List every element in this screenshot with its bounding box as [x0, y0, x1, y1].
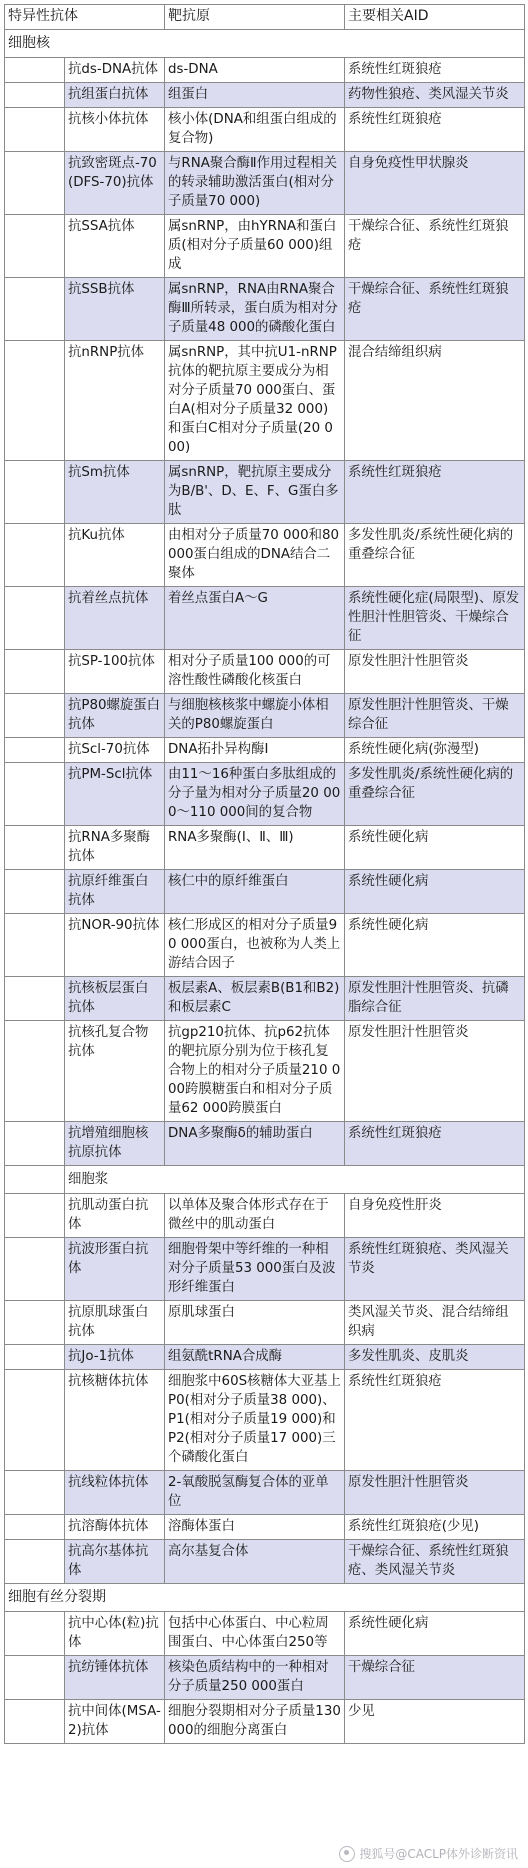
indent-cell	[5, 524, 65, 587]
antigen-cell: 由11～16种蛋白多肽组成的分子量为相对分子质量20 000～110 000间的复合物	[165, 763, 345, 826]
antigen-cell: 包括中心体蛋白、中心粒周围蛋白、中心体蛋白250等	[165, 1612, 345, 1656]
antibody-cell: 抗增殖细胞核抗原抗体	[65, 1122, 165, 1166]
table-row	[5, 1515, 525, 1540]
antibody-cell: 抗中心体(粒)抗体	[65, 1612, 165, 1656]
antibody-cell: 抗Ku抗体	[65, 524, 165, 587]
sohu-logo-icon	[339, 1846, 355, 1862]
antigen-cell: 核仁中的原纤维蛋白	[165, 870, 345, 914]
antibody-cell: 抗P80螺旋蛋白抗体	[65, 694, 165, 738]
aid-cell: 原发性胆汁性胆管炎、抗磷脂综合征	[345, 977, 525, 1021]
indent-cell	[5, 1345, 65, 1370]
indent-cell	[5, 1122, 65, 1166]
antigen-cell: 原肌球蛋白	[165, 1301, 345, 1345]
antibody-cell: 抗肌动蛋白抗体	[65, 1194, 165, 1238]
indent-cell	[5, 763, 65, 826]
indent-cell	[5, 1238, 65, 1301]
indent-cell	[5, 1021, 65, 1122]
antibody-cell: 抗SP-100抗体	[65, 650, 165, 694]
indent-cell	[5, 826, 65, 870]
antigen-cell: 细胞骨架中等纤维的一种相对分子质量53 000蛋白及波形纤维蛋白	[165, 1238, 345, 1301]
indent-cell	[5, 1370, 65, 1471]
antibody-cell: 抗着丝点抗体	[65, 587, 165, 650]
indent-cell	[5, 977, 65, 1021]
indent-cell	[5, 870, 65, 914]
section-label-cytoplasm: 细胞浆	[65, 1166, 525, 1194]
antigen-cell: 由相对分子质量70 000和80 000蛋白组成的DNA结合二聚体	[165, 524, 345, 587]
table-row	[5, 1370, 525, 1471]
indent-cell	[5, 1515, 65, 1540]
indent-cell	[5, 650, 65, 694]
antibody-cell: 抗纺锤体抗体	[65, 1656, 165, 1700]
table-row	[5, 977, 525, 1021]
antigen-cell: 核小体(DNA和组蛋白组成的复合物)	[165, 108, 345, 152]
aid-cell: 干燥综合征、系统性红斑狼疮、类风湿关节炎	[345, 1540, 525, 1584]
table-row	[5, 461, 525, 524]
section-label-nucleus: 细胞核	[5, 30, 525, 58]
antigen-cell: 细胞分裂期相对分子质量130 000的细胞分离蛋白	[165, 1700, 345, 1744]
table-row	[5, 1194, 525, 1238]
antibody-cell: 抗线粒体抗体	[65, 1471, 165, 1515]
antibody-cell: 抗ds-DNA抗体	[65, 58, 165, 83]
antibody-cell: 抗致密斑点-70(DFS-70)抗体	[65, 152, 165, 215]
table-row	[5, 826, 525, 870]
antigen-cell: 与细胞核核浆中螺旋小体相关的P80螺旋蛋白	[165, 694, 345, 738]
antibody-cell: 抗原肌球蛋白抗体	[65, 1301, 165, 1345]
antibody-cell: 抗溶酶体抗体	[65, 1515, 165, 1540]
table-row	[5, 524, 525, 587]
section-row-nucleus	[5, 30, 525, 58]
table-row	[5, 1656, 525, 1700]
antibody-cell: 抗Scl-70抗体	[65, 738, 165, 763]
aid-cell: 系统性红斑狼疮	[345, 58, 525, 83]
antigen-cell: 组氨酰tRNA合成酶	[165, 1345, 345, 1370]
aid-cell: 原发性胆汁性胆管炎、干燥综合征	[345, 694, 525, 738]
section-row-mitosis	[5, 1584, 525, 1612]
antigen-cell: 相对分子质量100 000的可溶性酸性磷酸化核蛋白	[165, 650, 345, 694]
table-row	[5, 694, 525, 738]
table-row	[5, 738, 525, 763]
indent-cell	[5, 1656, 65, 1700]
aid-cell: 系统性红斑狼疮、类风湿关节炎	[345, 1238, 525, 1301]
antigen-cell: 抗gp210抗体、抗p62抗体的靶抗原分别为位于核孔复合物上的相对分子质量210 000跨膜糖蛋白和相对分子质量62 000跨膜蛋白	[165, 1021, 345, 1122]
antibody-cell: 抗NOR-90抗体	[65, 914, 165, 977]
table-row	[5, 587, 525, 650]
aid-cell: 混合结缔组织病	[345, 341, 525, 461]
antibody-cell: 抗nRNP抗体	[65, 341, 165, 461]
antibody-cell: 抗波形蛋白抗体	[65, 1238, 165, 1301]
indent-cell	[5, 1301, 65, 1345]
antibody-table	[4, 4, 525, 1744]
table-row	[5, 1540, 525, 1584]
indent-cell	[5, 1194, 65, 1238]
indent-cell	[5, 1540, 65, 1584]
aid-cell: 系统性红斑狼疮(少见)	[345, 1515, 525, 1540]
antigen-cell: ds-DNA	[165, 58, 345, 83]
antibody-cell: 抗SSA抗体	[65, 215, 165, 278]
indent-cell	[5, 152, 65, 215]
antigen-cell: 以单体及聚合体形式存在于微丝中的肌动蛋白	[165, 1194, 345, 1238]
table-row	[5, 650, 525, 694]
aid-cell: 系统性硬化病	[345, 870, 525, 914]
antibody-cell: 抗Jo-1抗体	[65, 1345, 165, 1370]
antibody-cell: 抗PM-Scl抗体	[65, 763, 165, 826]
antigen-cell: 属snRNP，靶抗原主要成分为B/B'、D、E、F、G蛋白多肽	[165, 461, 345, 524]
antigen-cell: 板层素A、板层素B(B1和B2)和板层素C	[165, 977, 345, 1021]
table-row	[5, 1700, 525, 1744]
table-header-row	[5, 5, 525, 30]
header-antibody: 特异性抗体	[5, 5, 165, 30]
indent-cell	[5, 1471, 65, 1515]
aid-cell: 原发性胆汁性胆管炎	[345, 650, 525, 694]
indent-cell	[5, 1166, 65, 1194]
aid-cell: 系统性硬化病	[345, 1612, 525, 1656]
aid-cell: 类风湿关节炎、混合结缔组织病	[345, 1301, 525, 1345]
antibody-cell: 抗核小体抗体	[65, 108, 165, 152]
antibody-cell: 抗Sm抗体	[65, 461, 165, 524]
table-row	[5, 108, 525, 152]
aid-cell: 系统性硬化病	[345, 826, 525, 870]
table-row	[5, 83, 525, 108]
aid-cell: 药物性狼疮、类风湿关节炎	[345, 83, 525, 108]
table-row	[5, 152, 525, 215]
indent-cell	[5, 694, 65, 738]
antibody-cell: 抗RNA多聚酶抗体	[65, 826, 165, 870]
aid-cell: 少见	[345, 1700, 525, 1744]
indent-cell	[5, 58, 65, 83]
table-row	[5, 58, 525, 83]
section-label-mitosis: 细胞有丝分裂期	[5, 1584, 525, 1612]
antigen-cell: 属snRNP，RNA由RNA聚合酶Ⅲ所转录，蛋白质为相对分子质量48 000的磷酸化蛋白	[165, 278, 345, 341]
aid-cell: 系统性红斑狼疮	[345, 108, 525, 152]
aid-cell: 多发性肌炎、皮肌炎	[345, 1345, 525, 1370]
aid-cell: 原发性胆汁性胆管炎	[345, 1471, 525, 1515]
antibody-cell: 抗核板层蛋白抗体	[65, 977, 165, 1021]
aid-cell: 干燥综合征、系统性红斑狼疮	[345, 215, 525, 278]
aid-cell: 原发性胆汁性胆管炎	[345, 1021, 525, 1122]
antibody-cell: 抗原纤维蛋白抗体	[65, 870, 165, 914]
antigen-cell: 组蛋白	[165, 83, 345, 108]
table-row	[5, 1021, 525, 1122]
antibody-cell: 抗组蛋白抗体	[65, 83, 165, 108]
antigen-cell: 属snRNP，由hYRNA和蛋白质(相对分子质量60 000)组成	[165, 215, 345, 278]
antibody-cell: 抗核孔复合物抗体	[65, 1021, 165, 1122]
antigen-cell: 高尔基复合体	[165, 1540, 345, 1584]
table-row	[5, 341, 525, 461]
antigen-cell: 2-氧酸脱氢酶复合体的亚单位	[165, 1471, 345, 1515]
antibody-cell: 抗SSB抗体	[65, 278, 165, 341]
table-row	[5, 763, 525, 826]
header-aid: 主要相关AID	[345, 5, 525, 30]
aid-cell: 系统性红斑狼疮	[345, 1370, 525, 1471]
aid-cell: 自身免疫性肝炎	[345, 1194, 525, 1238]
antigen-cell: 与RNA聚合酶Ⅱ作用过程相关的转录辅助激活蛋白(相对分子质量70 000)	[165, 152, 345, 215]
watermark	[339, 1845, 518, 1862]
aid-cell: 系统性硬化症(局限型)、原发性胆汁性胆管炎、干燥综合征	[345, 587, 525, 650]
table-row	[5, 1612, 525, 1656]
indent-cell	[5, 215, 65, 278]
aid-cell: 干燥综合征、系统性红斑狼疮	[345, 278, 525, 341]
antigen-cell: 细胞浆中60S核糖体大亚基上P0(相对分子质量38 000)、P1(相对分子质量19 000)和P2(相对分子质量17 000)三个磷酸化蛋白	[165, 1370, 345, 1471]
antibody-cell: 抗核糖体抗体	[65, 1370, 165, 1471]
indent-cell	[5, 587, 65, 650]
antigen-cell: 溶酶体蛋白	[165, 1515, 345, 1540]
indent-cell	[5, 108, 65, 152]
table-row	[5, 870, 525, 914]
header-antigen: 靶抗原	[165, 5, 345, 30]
table-row	[5, 914, 525, 977]
aid-cell: 干燥综合征	[345, 1656, 525, 1700]
aid-cell: 系统性硬化病	[345, 914, 525, 977]
antigen-cell: 核染色质结构中的一种相对分子质量250 000蛋白	[165, 1656, 345, 1700]
watermark-text: 搜狐号@CACLP体外诊断资讯	[359, 1847, 518, 1861]
indent-cell	[5, 914, 65, 977]
table-row	[5, 1122, 525, 1166]
antibody-cell: 抗高尔基体抗体	[65, 1540, 165, 1584]
indent-cell	[5, 83, 65, 108]
aid-cell: 自身免疫性甲状腺炎	[345, 152, 525, 215]
indent-cell	[5, 341, 65, 461]
aid-cell: 系统性硬化病(弥漫型)	[345, 738, 525, 763]
aid-cell: 多发性肌炎/系统性硬化病的重叠综合征	[345, 524, 525, 587]
antibody-cell: 抗中间体(MSA-2)抗体	[65, 1700, 165, 1744]
table-row	[5, 215, 525, 278]
table-row	[5, 1301, 525, 1345]
indent-cell	[5, 738, 65, 763]
aid-cell: 系统性红斑狼疮	[345, 1122, 525, 1166]
table-row	[5, 1471, 525, 1515]
table-row	[5, 278, 525, 341]
aid-cell: 系统性红斑狼疮	[345, 461, 525, 524]
antigen-cell: 着丝点蛋白A～G	[165, 587, 345, 650]
antigen-cell: DNA拓扑异构酶Ⅰ	[165, 738, 345, 763]
indent-cell	[5, 278, 65, 341]
table-row	[5, 1345, 525, 1370]
antigen-cell: RNA多聚酶(Ⅰ、Ⅱ、Ⅲ)	[165, 826, 345, 870]
indent-cell	[5, 461, 65, 524]
indent-cell	[5, 1700, 65, 1744]
table-row	[5, 1238, 525, 1301]
antigen-cell: 核仁形成区的相对分子质量90 000蛋白，也被称为人类上游结合因子	[165, 914, 345, 977]
aid-cell: 多发性肌炎/系统性硬化病的重叠综合征	[345, 763, 525, 826]
section-row-cytoplasm	[5, 1166, 525, 1194]
indent-cell	[5, 1612, 65, 1656]
antigen-cell: 属snRNP，其中抗U1-nRNP抗体的靶抗原主要成分为相对分子质量70 000蛋白、蛋白A(相对分子质量32 000)和蛋白C相对分子质量(20 000)	[165, 341, 345, 461]
antigen-cell: DNA多聚酶δ的辅助蛋白	[165, 1122, 345, 1166]
